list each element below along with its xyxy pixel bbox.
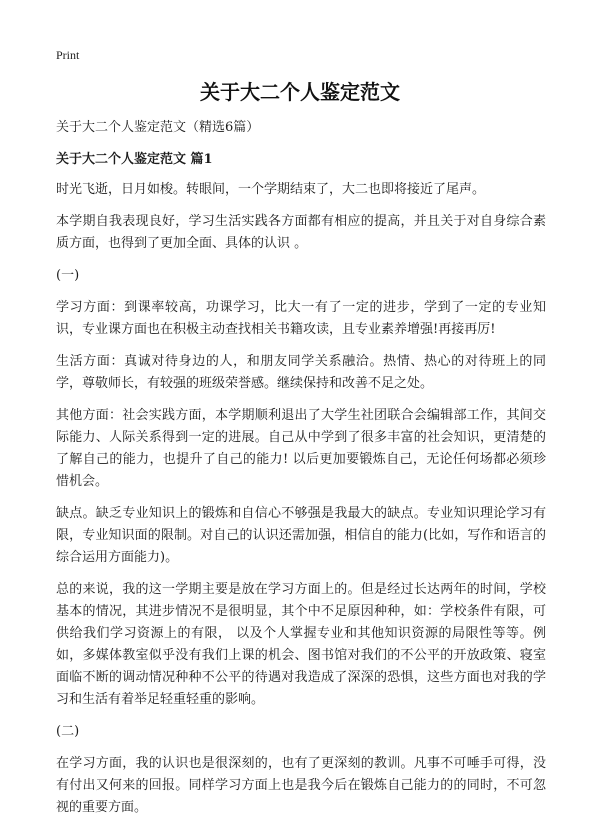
document-body	[56, 119, 546, 829]
section-marker-one: (一)	[56, 268, 80, 283]
paragraph-intro: 时光飞逝，日月如梭。转眼间，一个学期结束了，大二也即将接近了尾声。	[56, 182, 486, 197]
paragraph-weakness: 缺点。缺乏专业知识上的锻炼和自信心不够强是我最大的缺点。专业知识理论学习有限，专业知识面的限制。对自己的认识还需加强，相信自的能力(比如，写作和语言的综合运用方面能力)。	[56, 506, 546, 565]
paragraph-overall: 总的来说，我的这一学期主要是放在学习方面上的。但是经过长达两年的时间，学校基本的情况，其进步情况不是很明显，其个中不足原因种种，如：学校条件有限，可供给我们学习资源上的有限， 以及个人掌握专业和其他知识资源的局限性等等。例如，多媒体教室似乎没有我们上课的机会、图书馆对我们的不公平的开放政策、寝室面临不断的调动情况种种不公平的待遇对我造成了深深的恐惧，这些方面也对我的学习和生活有着举足轻重轻重的影响。	[56, 582, 546, 707]
paragraph-learning: 在学习方面，我的认识也是很深刻的，也有了更深刻的教训。凡事不可唾手可得，没有付出又何来的回报。同样学习方面上也是我今后在锻炼自己能力的的同时，不可忽视的重要方面。	[56, 756, 546, 815]
paragraph-study: 学习方面：到课率较高，功课学习，比大一有了一定的进步，学到了一定的专业知识，专业课方面也在积极主动查找相关书籍攻读，且专业素养增强!再接再厉!	[56, 300, 546, 337]
page-title: 关于大二个人鉴定范文	[200, 80, 400, 104]
paragraph-summary: 本学期自我表现良好，学习生活实践各方面都有相应的提高，并且关于对自身综合素质方面，也得到了更加全面、具体的认识 。	[56, 214, 546, 251]
paragraph-other: 其他方面：社会实践方面，本学期顺利退出了大学生社团联合会编辑部工作，其间交际能力、人际关系得到一定的进展。自己从中学到了很多丰富的社会知识，更清楚的了解自己的能力，也提升了自己的能力! 以后更加要锻炼自己，无论任何场都必须珍惜机会。	[56, 408, 546, 489]
document-subtitle: 关于大二个人鉴定范文（精选6篇）	[56, 120, 260, 135]
paragraph-life: 生活方面：真诚对待身边的人，和朋友同学关系融洽。热情、热心的对待班上的同学，尊敬师长，有较强的班级荣誉感。继续保持和改善不足之处。	[56, 354, 546, 391]
print-link[interactable]: Print	[56, 48, 80, 62]
section-marker-two: (二)	[56, 724, 80, 739]
section-heading: 关于大二个人鉴定范文 篇1	[56, 152, 213, 167]
